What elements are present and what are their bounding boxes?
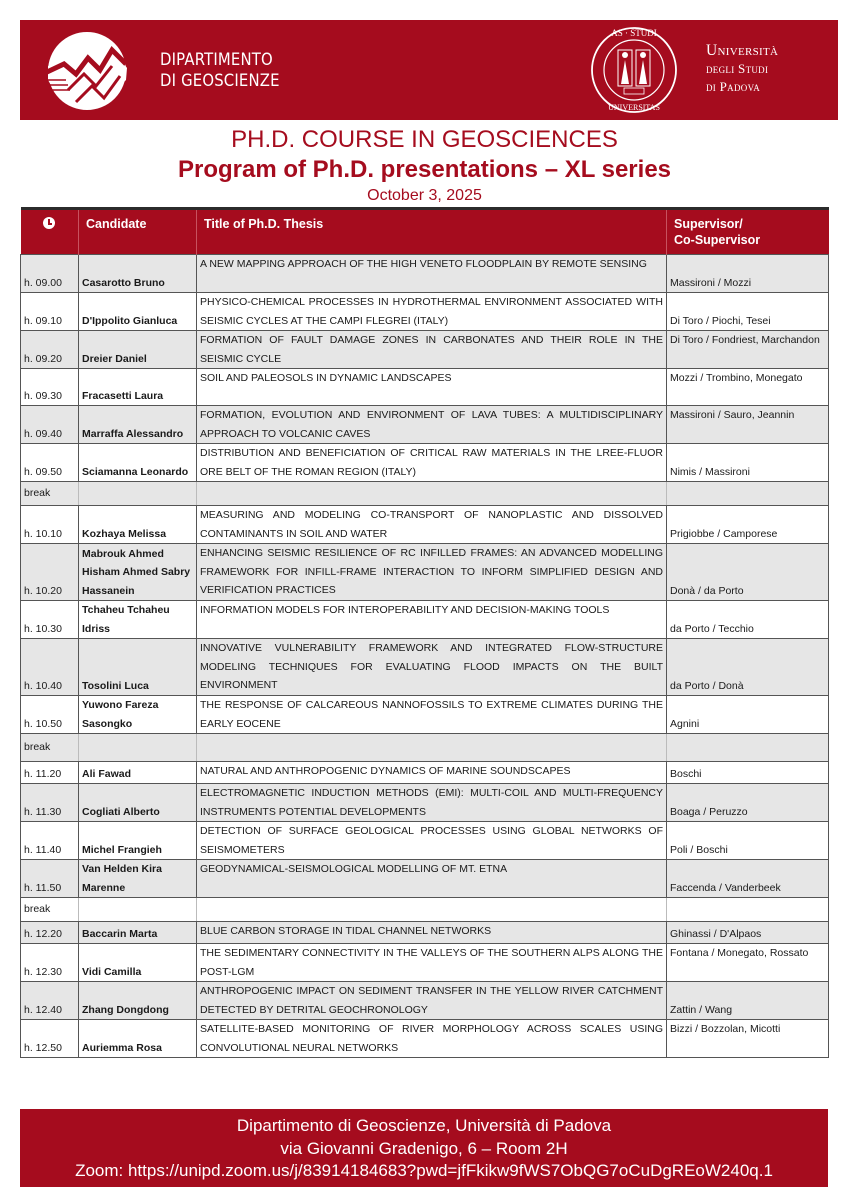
time-cell: h. 12.20 [21,922,79,944]
supervisor-cell: Poli / Boschi [667,822,829,860]
candidate-cell: Vidi Camilla [79,944,197,982]
time-cell: h. 10.20 [21,544,79,601]
thesis-title-cell: INFORMATION MODELS FOR INTEROPERABILITY AND DECISION-MAKING TOOLS [197,601,667,639]
candidate-cell: Baccarin Marta [79,922,197,944]
supervisor-cell: Boaga / Peruzzo [667,784,829,822]
clock-icon [43,217,55,229]
supervisor-cell: da Porto / Tecchio [667,601,829,639]
time-cell: break [21,482,79,506]
thesis-title-cell: DISTRIBUTION AND BENEFICIATION OF CRITICAL RAW MATERIALS IN THE LREE-FLUOR ORE BELT OF THE ROMAN REGION (ITALY) [197,444,667,482]
supervisor-cell: Donà / da Porto [667,544,829,601]
footer-address-line2: via Giovanni Gradenigo, 6 – Room 2H [280,1138,568,1158]
table-row [21,982,829,1020]
course-title: PH.D. COURSE IN GEOSCIENCES [231,126,618,153]
candidate-cell: Marraffa Alessandro [79,406,197,444]
time-cell: h. 10.50 [21,696,79,734]
time-cell: h. 11.40 [21,822,79,860]
header-supervisor-line1: Supervisor/ [674,217,743,231]
thesis-title-cell: FORMATION, EVOLUTION AND ENVIRONMENT OF LAVA TUBES: A MULTIDISCIPLINARY APPROACH TO VOLCANIC CAVES [197,406,667,444]
thesis-title-cell: NATURAL AND ANTHROPOGENIC DYNAMICS OF MARINE SOUNDSCAPES [197,762,667,784]
thesis-title-cell: A NEW MAPPING APPROACH OF THE HIGH VENETO FLOODPLAIN BY REMOTE SENSING [197,255,667,293]
table-row [21,944,829,982]
candidate-cell: Dreier Daniel [79,331,197,369]
header-supervisor [667,209,829,255]
candidate-cell: Ali Fawad [79,762,197,784]
thesis-title-cell [197,482,667,506]
table-row [21,444,829,482]
thesis-title-cell [197,898,667,922]
time-cell: h. 12.50 [21,1020,79,1058]
footer-banner [20,1109,828,1187]
thesis-title-cell: GEODYNAMICAL-SEISMOLOGICAL MODELLING OF MT. ETNA [197,860,667,898]
table-row [21,544,829,601]
candidate-cell [79,898,197,922]
time-cell: h. 09.30 [21,369,79,406]
program-title: Program of Ph.D. presentations – XL series [177,156,672,183]
mountain-logo-icon [42,28,132,114]
time-cell: h. 10.10 [21,506,79,544]
university-name-line3: di Padova [706,79,761,94]
thesis-title-cell: ENHANCING SEISMIC RESILIENCE OF RC INFILLED FRAMES: AN ADVANCED MODELLING FRAMEWORK FOR INFILL-FRAME INTERACTION TO INFORM SIMPLIFIED DESIGN AND VERIFICATION PRACTICES [197,544,667,601]
supervisor-cell: Agnini [667,696,829,734]
table-header-row [21,209,829,255]
thesis-title-cell: BLUE CARBON STORAGE IN TIDAL CHANNEL NETWORKS [197,922,667,944]
university-name-line2: degli Studi [706,61,769,76]
department-name-line1: DIPARTIMENTO [160,50,273,69]
supervisor-cell: Bizzi / Bozzolan, Micotti [667,1020,829,1058]
supervisor-cell: Boschi [667,762,829,784]
candidate-cell: Kozhaya Melissa [79,506,197,544]
candidate-cell: Tosolini Luca [79,639,197,696]
thesis-title-cell: FORMATION OF FAULT DAMAGE ZONES IN CARBONATES AND THEIR ROLE IN THE SEISMIC CYCLE [197,331,667,369]
footer-zoom-link[interactable]: Zoom: https://unipd.zoom.us/j/83914184683?pwd=jfFkikw9fWS7ObQG7oCuDgREoW240q.1 [75,1161,773,1180]
time-cell: h. 09.00 [21,255,79,293]
supervisor-cell [667,734,829,762]
candidate-cell: Yuwono Fareza Sasongko [79,696,197,734]
table-row [21,331,829,369]
thesis-title-cell [197,734,667,762]
header-candidate: Candidate [79,209,197,255]
thesis-title-cell: INNOVATIVE VULNERABILITY FRAMEWORK AND INTEGRATED FLOW-STRUCTURE MODELING TECHNIQUES FOR EVALUATING FLOOD IMPACTS ON THE BUILT ENVIRONMENT [197,639,667,696]
table-row [21,696,829,734]
header-supervisor-line2: Co-Supervisor [674,233,761,247]
thesis-title-cell: SOIL AND PALEOSOLS IN DYNAMIC LANDSCAPES [197,369,667,406]
table-row [21,860,829,898]
thesis-title-cell: ANTHROPOGENIC IMPACT ON SEDIMENT TRANSFER IN THE YELLOW RIVER CATCHMENT DETECTED BY DETRITAL GEOCHRONOLOGY [197,982,667,1020]
supervisor-cell: Massironi / Sauro, Jeannin [667,406,829,444]
candidate-cell: Sciamanna Leonardo [79,444,197,482]
break-row [21,898,829,922]
header-time [21,209,79,255]
table-row [21,1020,829,1058]
candidate-cell: Zhang Dongdong [79,982,197,1020]
time-cell: h. 10.30 [21,601,79,639]
break-row [21,482,829,506]
thesis-title-cell: PHYSICO-CHEMICAL PROCESSES IN HYDROTHERMAL ENVIRONMENT ASSOCIATED WITH SEISMIC CYCLES AT THE CAMPI FLEGREI (ITALY) [197,293,667,331]
table-row [21,922,829,944]
candidate-cell: Casarotto Bruno [79,255,197,293]
supervisor-cell: Faccenda / Vanderbeek [667,860,829,898]
table-row [21,369,829,406]
table-row [21,506,829,544]
candidate-cell: Michel Frangieh [79,822,197,860]
thesis-title-cell: DETECTION OF SURFACE GEOLOGICAL PROCESSES USING GLOBAL NETWORKS OF SEISMOMETERS [197,822,667,860]
candidate-cell [79,482,197,506]
time-cell: h. 12.30 [21,944,79,982]
time-cell: h. 10.40 [21,639,79,696]
header-banner [20,20,838,120]
thesis-title-cell: MEASURING AND MODELING CO-TRANSPORT OF NANOPLASTIC AND DISSOLVED CONTAMINANTS IN SOIL AND WATER [197,506,667,544]
svg-text:UNIVERSITAS: UNIVERSITAS [608,103,660,112]
candidate-cell: Auriemma Rosa [79,1020,197,1058]
table-row [21,762,829,784]
supervisor-cell [667,482,829,506]
table-row [21,255,829,293]
supervisor-cell: Mozzi / Trombino, Monegato [667,369,829,406]
svg-text:AS · STUDI: AS · STUDI [611,28,657,38]
candidate-cell: Fracasetti Laura [79,369,197,406]
candidate-cell: Mabrouk Ahmed Hisham Ahmed Sabry Hassanein [79,544,197,601]
header-thesis-title: Title of Ph.D. Thesis [197,209,667,255]
table-row [21,293,829,331]
department-name [160,49,280,91]
candidate-cell: Cogliati Alberto [79,784,197,822]
time-cell: h. 09.20 [21,331,79,369]
supervisor-cell: Di Toro / Piochi, Tesei [667,293,829,331]
footer-address-line1: Dipartimento di Geoscienze, Università di Padova [236,1116,612,1135]
thesis-title-cell: THE RESPONSE OF CALCAREOUS NANNOFOSSILS TO EXTREME CLIMATES DURING THE EARLY EOCENE [197,696,667,734]
university-name [706,42,778,96]
table-row [21,601,829,639]
candidate-cell [79,734,197,762]
supervisor-cell: Nimis / Massironi [667,444,829,482]
supervisor-cell: Zattin / Wang [667,982,829,1020]
candidate-cell: D'Ippolito Gianluca [79,293,197,331]
schedule-table [20,207,829,1058]
thesis-title-cell: THE SEDIMENTARY CONNECTIVITY IN THE VALLEYS OF THE SOUTHERN ALPS ALONG THE POST-LGM [197,944,667,982]
time-cell: h. 11.50 [21,860,79,898]
supervisor-cell: Fontana / Monegato, Rossato [667,944,829,982]
table-row [21,406,829,444]
time-cell: h. 09.40 [21,406,79,444]
candidate-cell: Tchaheu Tchaheu Idriss [79,601,197,639]
time-cell: h. 09.10 [21,293,79,331]
supervisor-cell: Di Toro / Fondriest, Marchandon [667,331,829,369]
supervisor-cell: Massironi / Mozzi [667,255,829,293]
table-row [21,822,829,860]
time-cell: h. 11.30 [21,784,79,822]
candidate-cell: Van Helden Kira Marenne [79,860,197,898]
supervisor-cell: Prigiobbe / Camporese [667,506,829,544]
time-cell: h. 12.40 [21,982,79,1020]
time-cell: h. 11.20 [21,762,79,784]
time-cell: break [21,734,79,762]
supervisor-cell: da Porto / Donà [667,639,829,696]
break-row [21,734,829,762]
university-name-line1: Università [706,42,779,59]
supervisor-cell: Ghinassi / D'Alpaos [667,922,829,944]
university-seal-icon [586,22,682,118]
event-date: October 3, 2025 [367,187,482,204]
table-row [21,784,829,822]
thesis-title-cell: ELECTROMAGNETIC INDUCTION METHODS (EMI): MULTI-COIL AND MULTI-FREQUENCY INSTRUMENTS POTENTIAL DEVELOPMENTS [197,784,667,822]
supervisor-cell [667,898,829,922]
time-cell: h. 09.50 [21,444,79,482]
table-row [21,639,829,696]
thesis-title-cell: SATELLITE-BASED MONITORING OF RIVER MORPHOLOGY ACROSS SCALES USING CONVOLUTIONAL NEURAL NETWORKS [197,1020,667,1058]
department-name-line2: DI GEOSCIENZE [160,71,280,90]
schedule-body [21,255,829,1058]
time-cell: break [21,898,79,922]
